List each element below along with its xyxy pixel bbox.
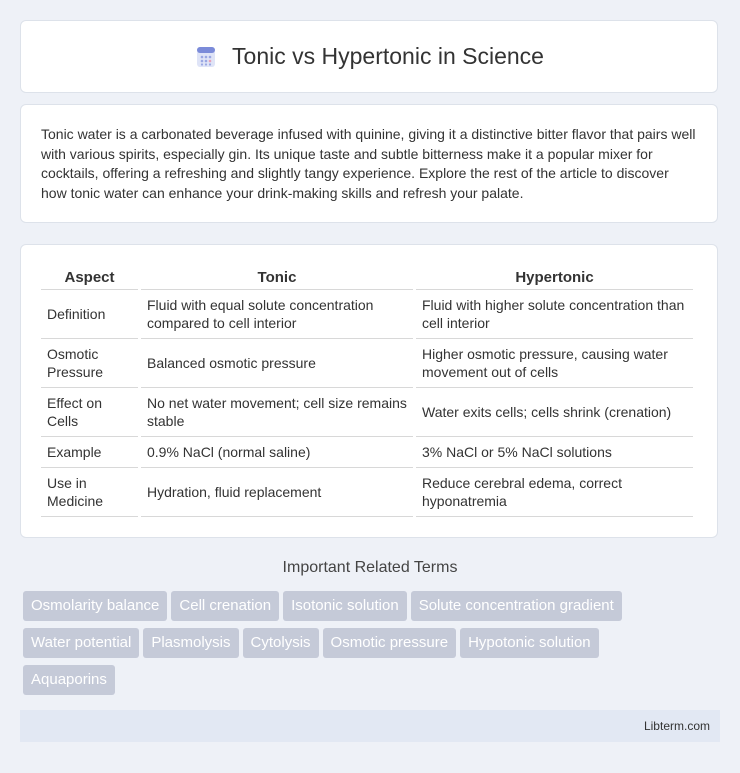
header-card <box>20 20 718 93</box>
page-title: Tonic vs Hypertonic in Science <box>232 43 544 69</box>
table-header-row <box>41 265 693 290</box>
footer-site-link[interactable]: Libterm.com <box>643 719 710 733</box>
table-cell: Effect on Cells <box>41 388 138 437</box>
table-cell: Fluid with higher solute concentration than cell interior <box>416 290 693 339</box>
related-term-tag[interactable]: Water potential <box>23 628 139 658</box>
related-term-tag[interactable]: Osmotic pressure <box>323 628 457 658</box>
table-cell: Higher osmotic pressure, causing water movement out of cells <box>416 339 693 388</box>
table-cell: No net water movement; cell size remains stable <box>141 388 413 437</box>
related-term-tag[interactable]: Solute concentration gradient <box>411 591 622 621</box>
related-terms-title: Important Related Terms <box>282 559 458 576</box>
related-term-tag[interactable]: Plasmolysis <box>143 628 238 658</box>
column-header: Aspect <box>41 265 138 290</box>
related-term-tag[interactable]: Cytolysis <box>243 628 319 658</box>
table-cell: Fluid with equal solute concentration compared to cell interior <box>141 290 413 339</box>
comparison-table <box>38 265 696 517</box>
table-row <box>41 290 693 339</box>
related-term-tag[interactable]: Hypotonic solution <box>460 628 599 658</box>
table-cell: 3% NaCl or 5% NaCl solutions <box>416 437 693 468</box>
comparison-card <box>20 244 718 538</box>
related-terms-list <box>23 591 723 702</box>
calculator-icon <box>194 45 218 69</box>
table-cell: Reduce cerebral edema, correct hyponatremia <box>416 468 693 517</box>
related-term-tag[interactable]: Osmolarity balance <box>23 591 167 621</box>
table-cell: 0.9% NaCl (normal saline) <box>141 437 413 468</box>
related-term-tag[interactable]: Aquaporins <box>23 665 115 695</box>
table-cell: Use in Medicine <box>41 468 138 517</box>
column-header: Tonic <box>141 265 413 290</box>
table-row <box>41 388 693 437</box>
table-cell: Balanced osmotic pressure <box>141 339 413 388</box>
table-row <box>41 468 693 517</box>
table-cell: Hydration, fluid replacement <box>141 468 413 517</box>
table-cell: Water exits cells; cells shrink (crenation) <box>416 388 693 437</box>
table-cell: Osmotic Pressure <box>41 339 138 388</box>
intro-card <box>20 104 718 223</box>
table-row <box>41 339 693 388</box>
table-row <box>41 437 693 468</box>
column-header: Hypertonic <box>416 265 693 290</box>
table-cell: Definition <box>41 290 138 339</box>
table-cell: Example <box>41 437 138 468</box>
intro-paragraph: Tonic water is a carbonated beverage infused with quinine, giving it a distinctive bitter flavor that pairs well with various spirits, especially gin. Its unique taste and subtle bitterness make it a popular mixer for cocktails, offering a refreshing and slightly tangy experience. Explore the rest of the article to discover how tonic water can enhance your drink-making skills and refresh your palate. <box>41 126 696 201</box>
footer <box>20 710 720 742</box>
related-term-tag[interactable]: Isotonic solution <box>283 591 407 621</box>
related-term-tag[interactable]: Cell crenation <box>171 591 279 621</box>
